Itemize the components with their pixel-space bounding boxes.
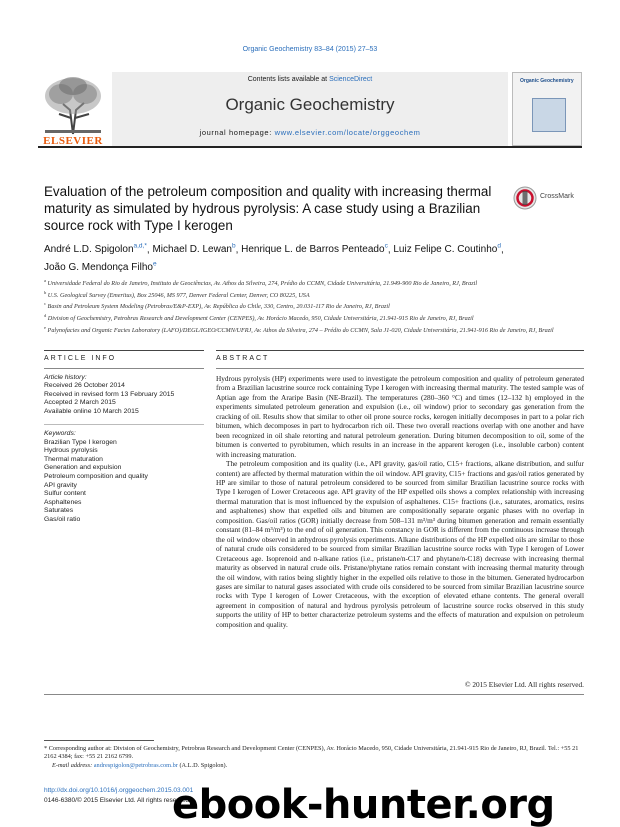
homepage-prefix: journal homepage: xyxy=(199,128,275,137)
sciencedirect-link[interactable]: ScienceDirect xyxy=(329,76,373,83)
keyword: Sulfur content xyxy=(44,490,86,498)
author-list: André L.D. Spigolon$^{a,d,*}$, Michael D. Lewan$^b$, Henrique L. de Barros Penteado$^c$, Luiz Felipe C. Coutinho$^d$, João G. Mendonça Filho$^e$ xyxy=(44,243,504,273)
history-accepted: Accepted 2 March 2015 xyxy=(44,399,116,407)
article-title: Evaluation of the petroleum composition and quality with increasing thermal maturity as simulated by hydrous pyrolysis: A case study using a Brazilian source rock with Type I kerogen xyxy=(44,184,492,233)
affiliation-c: $^c$ Basin and Petroleum System Modeling (Petrobras/E&P-EXP), Av. República do Chile, 330, Centro, 20.031-117 Rio de Janeiro, RJ, Brazil xyxy=(44,301,390,311)
keyword: Thermal maturation xyxy=(44,455,103,463)
footnote-divider xyxy=(44,740,154,741)
copyright-notice: © 2015 Elsevier Ltd. All rights reserved. xyxy=(464,680,584,689)
author-3[interactable]: Henrique L. de Barros Penteado$^c$ xyxy=(241,243,388,256)
publisher-wordmark: ELSEVIER xyxy=(43,135,103,147)
divider xyxy=(44,694,584,695)
divider xyxy=(44,424,204,425)
keywords-label: Keywords: xyxy=(44,430,76,437)
journal-citation[interactable]: Organic Geochemistry 83–84 (2015) 27–53 xyxy=(242,46,378,53)
abstract-body xyxy=(216,374,584,629)
history-label: Article history: xyxy=(44,374,87,381)
divider xyxy=(44,350,204,351)
cover-title: Organic Geochemistry xyxy=(520,78,574,84)
history-online: Available online 10 March 2015 xyxy=(44,407,139,415)
keyword: Generation and expulsion xyxy=(44,464,122,472)
crossmark-label[interactable]: CrossMark xyxy=(540,193,574,200)
keyword: Saturates xyxy=(44,507,74,515)
keyword: Hydrous pyrolysis xyxy=(44,447,98,455)
affiliation-d: $^d$ Division of Geochemistry, Petrobras Research and Development Center (CENPES), Av. Horácio Macedo, 950, Cidade Universitária, 21.941-915 Rio de Janeiro, RJ, Brazil xyxy=(44,312,474,323)
article-info-heading: ARTICLE INFO xyxy=(44,355,117,362)
affiliation-list xyxy=(44,277,584,335)
cover-image xyxy=(532,98,566,132)
author-5[interactable]: João G. Mendonça Filho$^e$ xyxy=(44,260,157,273)
issn-copyright: 0146-6380/© 2015 Elsevier Ltd. All rights reserved. xyxy=(44,797,191,804)
divider xyxy=(44,368,204,369)
article-history xyxy=(44,374,204,416)
crossmark-icon[interactable] xyxy=(513,186,537,210)
footnote-mark: * xyxy=(44,745,48,752)
elsevier-tree-logo xyxy=(39,71,107,141)
footnote-text: Corresponding author at: Division of Geochemistry, Petrobras Research and Development Center (CENPES), Av. Horácio Macedo, 950, Cidade Universitária, 21.941-915 Rio de Janeiro, RJ, Brazil. Tel.: +55 21 2162 4384; fax: +55 21 2162 6799. xyxy=(44,745,579,761)
abstract-heading: ABSTRACT xyxy=(216,355,270,362)
affiliation-b: $^b$ U.S. Geological Survey (Emeritus), Box 25046, MS 977, Denver Federal Center, Denver, CO 80225, USA xyxy=(44,289,310,299)
author-2[interactable]: Michael D. Lewan$^b$ xyxy=(152,243,236,256)
watermark: ebook-hunter.org xyxy=(172,782,555,827)
email-suffix: (A.L.D. Spigolon). xyxy=(177,761,228,769)
journal-title: Organic Geochemistry xyxy=(225,95,395,114)
history-revised: Received in revised form 13 February 2015 xyxy=(44,390,175,398)
journal-homepage xyxy=(112,128,508,137)
corresponding-author-footnote xyxy=(44,745,584,770)
keyword-list xyxy=(44,430,204,525)
author-email-link[interactable]: andrespigolon@petrobras.com.br xyxy=(93,761,178,769)
affiliation-a: $^a$ Universidade Federal do Rio de Janeiro, Instituto de Geociências, Av. Athos da Silveira, 274, Prédio do CCMN, Cidade Universitária, 21.949-900 Rio de Janeiro, RJ, Brazil xyxy=(44,278,478,288)
doi-link[interactable]: http://dx.doi.org/10.1016/j.orggeochem.2015.03.001 xyxy=(44,787,194,794)
history-received: Received 26 October 2014 xyxy=(44,382,125,390)
author-1[interactable]: André L.D. Spigolon$^{a,d,*}$ xyxy=(44,243,147,256)
email-label: E-mail address: xyxy=(52,761,94,769)
divider xyxy=(216,368,584,369)
abstract-paragraph-2: The petroleum composition and its quality (i.e., API gravity, gas/oil ratio, C15+ fractions, alkane distribution, and sulfur content) are affected by thermal maturation within the oil window. API gravity, C15+ fractions and gas/oil ratios generated by HP are similar to those of natural petroleum considered to be sourced from similar Brazilian lacustrine source rocks with Type I kerogen of Lower Cretaceous age. API gravity of the HP expelled oils shows a complex relationship with increasing thermal maturation that is most influenced by the expulsion of asphaltenes. C15+ fractions (i.e., saturates, aromatics, resins and asphaltenes) show that expelled oils and bitumen are compositionally separate organic phases with no overlap in composition. Gas/oil ratios (GOR) initially decrease from 508–131 m³/m³ during bitumen generation and remain essentially constant (81–84 m³/m³) to the end of oil generation. This constancy in GOR is different from the continuous increase through the oil window observed in anhydrous pyrolysis experiments. Alkane distributions of the HP expelled oils are similar to those of natural crude oils considered to be sourced from similar Brazilian lacustrine source rocks with Type I kerogen of Lower Cretaceous age. Isoprenoid and n-alkane ratios (i.e., pristane/n-C17 and phytane/n-C18) decrease with increasing thermal maturity as observed in natural crude oils. Pristane/phytane ratios remain constant with increasing thermal maturity through the oil window, with ratios being slightly higher in the expelled oils relative to those in the bitumen. Generated hydrocarbon gases are similar to natural gases associated with crude oils considered to be sourced from similar Brazilian lacustrine source rocks with Type I kerogen of Lower Cretaceous, with the exception of elevated ethane contents. The general overall agreement in composition of natural and hydrous pyrolysis petroleum of lacustrine source rocks observed in this study supports the utility of HP to better characterize petroleum systems and the effects of maturation and expulsion on petroleum composition and quality. xyxy=(216,459,584,629)
keyword: Petroleum composition and quality xyxy=(44,472,148,480)
keyword: Brazilian Type I kerogen xyxy=(44,438,117,446)
homepage-link[interactable]: www.elsevier.com/locate/orggeochem xyxy=(274,128,421,137)
contents-prefix: Contents lists available at xyxy=(247,76,330,83)
keyword: Gas/oil ratio xyxy=(44,515,81,523)
keyword: API gravity xyxy=(44,481,77,489)
affiliation-e: $^e$ Palynofacies and Organic Facies Laboratory (LAFO)/DEGL/IGEO/CCMN/UFRJ, Av. Athos da Silveira, 274 – Prédio do CCMN, Sala J1-020, Cidade Universitária, 21.941-916 Rio de Janeiro, RJ, Brazil xyxy=(44,324,554,334)
divider xyxy=(216,350,584,351)
contents-availability xyxy=(112,76,508,83)
abstract-paragraph-1: Hydrous pyrolysis (HP) experiments were used to investigate the petroleum composition and quality of petroleum generated from a Brazilian lacustrine source rock containing Type I kerogen with increasing thermal maturity. The tested sample was of Aptian age from the Araripe Basin (NE-Brazil). The temperatures (280–360 °C) and times (12–132 h) employed in the experiments simulated petroleum generation and expulsion (i.e., oil window) prior to secondary gas generation from the cracking of oil. Results show that similar to other oil prone source rocks, kerogen initially decomposes in part to a polar rich bitumen, which decomposes in part to hydrocarbon rich oil. These two overall reactions overlap with one another and have been recognized in oil shale retorting and natural petroleum generation. During bitumen decomposition to oil, some of the bitumen is converted to pyrobitumen, which results in an increase in the apparent kerogen (i.e., insoluble carbon) content with increasing maturation. xyxy=(216,374,584,459)
keyword: Asphaltenes xyxy=(44,498,82,506)
author-4[interactable]: Luiz Felipe C. Coutinho$^d$ xyxy=(393,243,501,256)
